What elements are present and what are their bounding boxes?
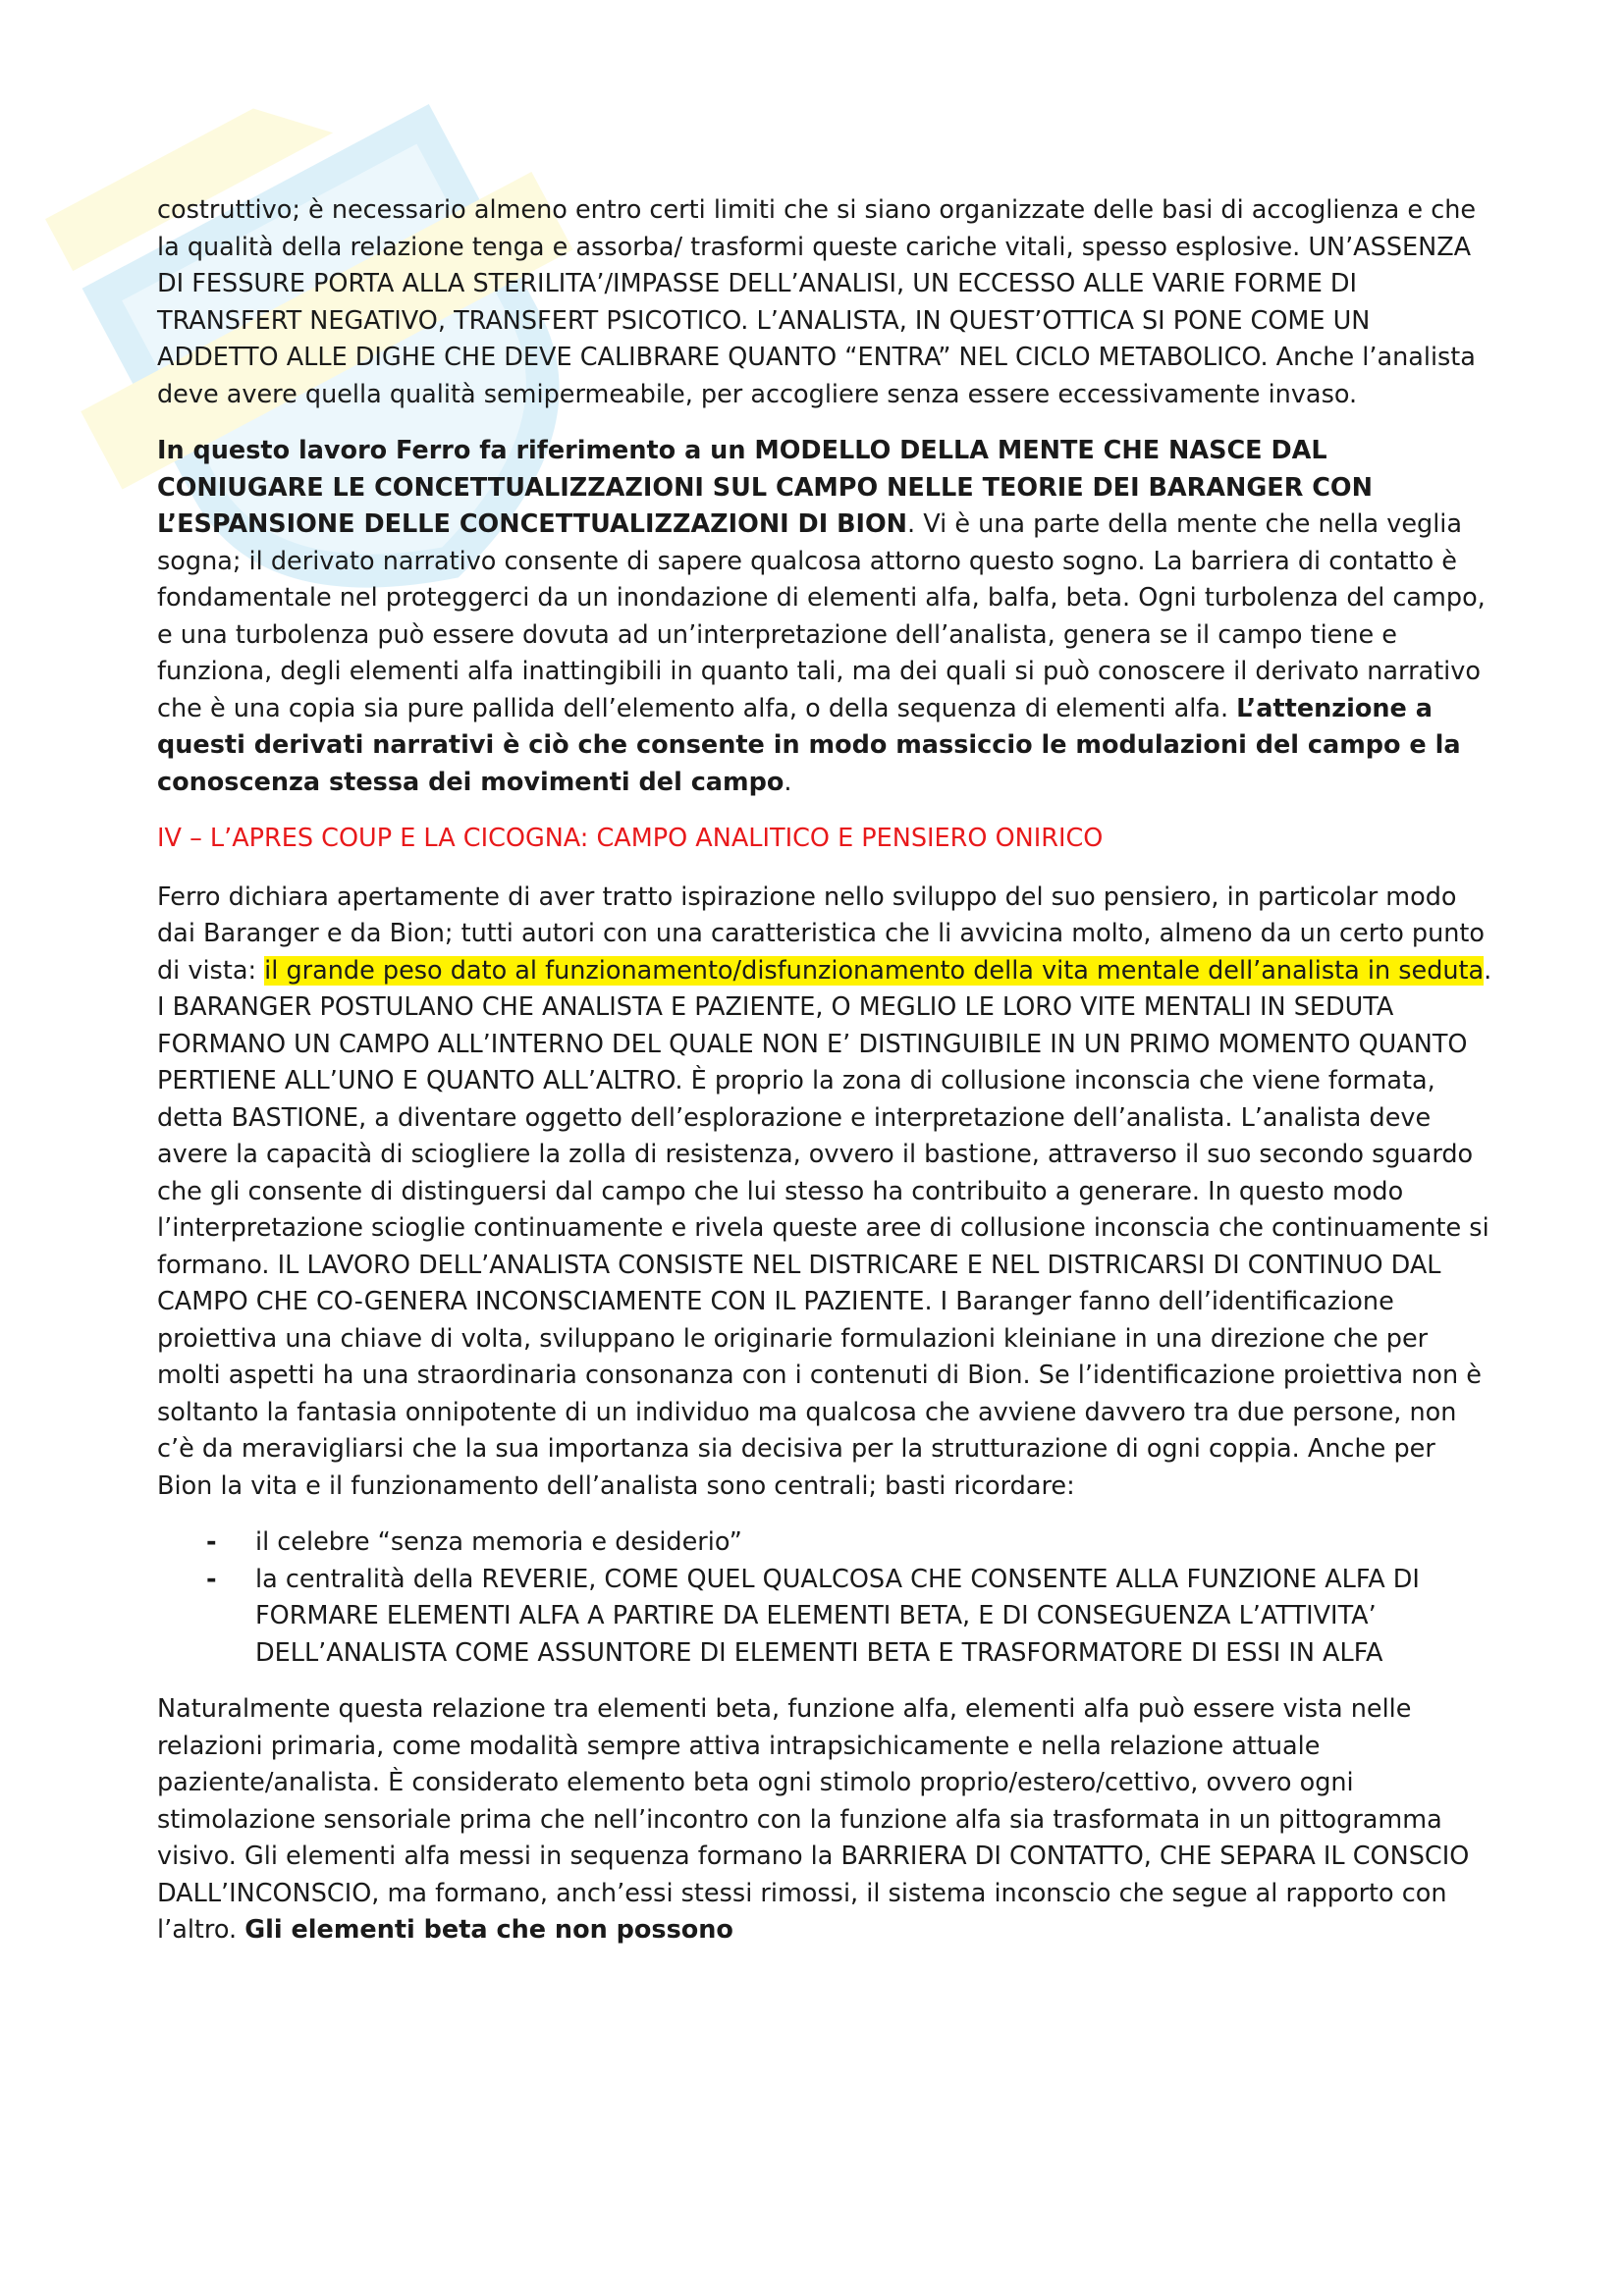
text-run: Naturalmente questa relazione tra elementi beta, funzione alfa, elementi alfa può essere vista nelle relazioni primaria, come modalità sempre attiva intrapsichicamente e nella relazione attuale paziente/analista. È considerato elemento beta ogni stimolo proprio/estero/cettivo, ovvero ogni stimolazione sensoriale prima che nell’incontro con la funzione alfa sia trasformata in un pittogramma visivo. Gli elementi alfa messi in sequenza formano la BARRIERA DI CONTATTO, CHE SEPARA IL CONSCIO DALL’INCONSCIO, ma formano, anch’essi stessi rimossi, il sistema inconscio che segue al rapporto con l’altro. [157,1694,1470,1945]
text-run: costruttivo; è necessario almeno entro certi limiti che si siano organizzate delle basi di accoglienza e che la qualità della relazione tenga e assorba/ trasformi queste cariche vitali, spesso esplosive. UN’ASSENZA DI FESSURE PORTA ALLA STERILITA’/IMPASSE DELL’ANALISI, UN ECCESSO ALLE VARIE FORME DI TRANSFERT NEGATIVO, TRANSFERT PSICOTICO. L’ANALISTA, IN QUEST’OTTICA SI PONE COME UN ADDETTO ALLE DIGHE CHE DEVE CALIBRARE QUANTO “ENTRA” NEL CICLO METABOLICO. Anche l’analista deve avere quella qualità semipermeabile, per accogliere senza essere eccessivamente invaso. [157,195,1477,409]
list-item-text: il celebre “senza memoria e desiderio” [255,1527,742,1557]
paragraph-3 [157,880,1492,1506]
list-dash: - [206,1564,217,1594]
text-run: . I BARANGER POSTULANO CHE ANALISTA E PAZIENTE, O MEGLIO LE LORO VITE MENTALI IN SEDUTA FORMANO UN CAMPO ALL’INTERNO DEL QUALE NON E’ DISTINGUIBILE IN UN PRIMO MOMENTO QUANTO PERTIENE ALL’UNO E QUANTO ALL’ALTRO. È proprio la zona di collusione inconscia che viene formata, detta BASTIONE, a diventare oggetto dell’esplorazione e interpretazione dell’analista. L’analista deve avere la capacità di sciogliere la zolla di resistenza, ovvero il bastione, attraverso il suo secondo sguardo che gli consente di distinguersi dal campo che lui stesso ha contribuito a generare. In questo modo l’interpretazione scioglie continuamente e rivela queste aree di collusione inconscia che continuamente si formano. IL LAVORO DELL’ANALISTA CONSISTE NEL DISTRICARE E NEL DISTRICARSI DI CONTINUO DAL CAMPO CHE CO-GENERA INCONSCIAMENTE CON IL PAZIENTE. I Baranger fanno dell’identificazione proiettiva una chiave di volta, sviluppano le originarie formulazioni kleiniane in una direzione che per molti aspetti ha una straordinaria consonanza con i contenuti di Bion. Se l’identificazione proiettiva non è soltanto la fantasia onnipotente di un individuo ma qualcosa che avviene davvero tra due persone, non c’è da meravigliarsi che la sua importanza sia decisiva per la strutturazione di ogni coppia. Anche per Bion la vita e il funzionamento dell’analista sono centrali; basti ricordare: [157,955,1492,1501]
section-heading: IV – L’APRES COUP E LA CICOGNA: CAMPO ANALITICO E PENSIERO ONIRICO [157,824,1104,853]
list-dash: - [206,1527,217,1557]
paragraph-1 [157,192,1492,413]
document-page [157,192,1492,1969]
paragraph-2 [157,433,1492,801]
bullet-list [157,1524,1492,1672]
text-run: . Vi è una parte della mente che nella veglia sogna; il derivato narrativo consente di sapere qualcosa attorno questo sogno. La barriera di contatto è fondamentale nel proteggerci da un inondazione di elementi alfa, balfa, beta. Ogni turbolenza del campo, e una turbolenza può essere dovuta ad un’interpretazione dell’analista, genera se il campo tiene e funziona, degli elementi alfa inattingibili in quanto tali, ma dei quali si può conoscere il derivato narrativo che è una copia sia pure pallida dell’elemento alfa, o della sequenza di elementi alfa. [157,509,1486,723]
bold-text: Gli elementi beta che non possono [244,1915,733,1945]
text-run: Ferro dichiara apertamente di aver tratto ispirazione nello sviluppo del suo pensiero, in particolar modo dai Baranger e da Bion; tutti autori con una caratteristica che li avvicina molto, almeno da un certo punto di vista: [157,881,1486,986]
list-item [157,1562,1492,1673]
bold-text: In questo lavoro Ferro fa riferimento a un MODELLO DELLA MENTE CHE NASCE DAL CONIUGARE LE CONCETTUALIZZAZIONI SUL CAMPO NELLE TEORIE DEI BARANGER CON L’ESPANSIONE DELLE CONCETTUALIZZAZIONI DI BION [157,436,1373,539]
paragraph-4 [157,1691,1492,1949]
list-item [157,1524,1492,1562]
bold-text: L’attenzione a questi derivati narrativi è ciò che consente in modo massiccio le modulazioni del campo e la conoscenza stessa dei movimenti del campo [157,693,1461,797]
text-run: . [784,767,792,797]
list-item-text: la centralità della REVERIE, COME QUEL QUALCOSA CHE CONSENTE ALLA FUNZIONE ALFA DI FORMARE ELEMENTI ALFA A PARTIRE DA ELEMENTI BETA, E DI CONSEGUENZA L’ATTIVITA’ DELL’ANALISTA COME ASSUNTORE DI ELEMENTI BETA E TRASFORMATORE DI ESSI IN ALFA [255,1564,1420,1668]
highlighted-text: il grande peso dato al funzionamento/disfunzionamento della vita mentale dell’analista in seduta [264,955,1485,986]
